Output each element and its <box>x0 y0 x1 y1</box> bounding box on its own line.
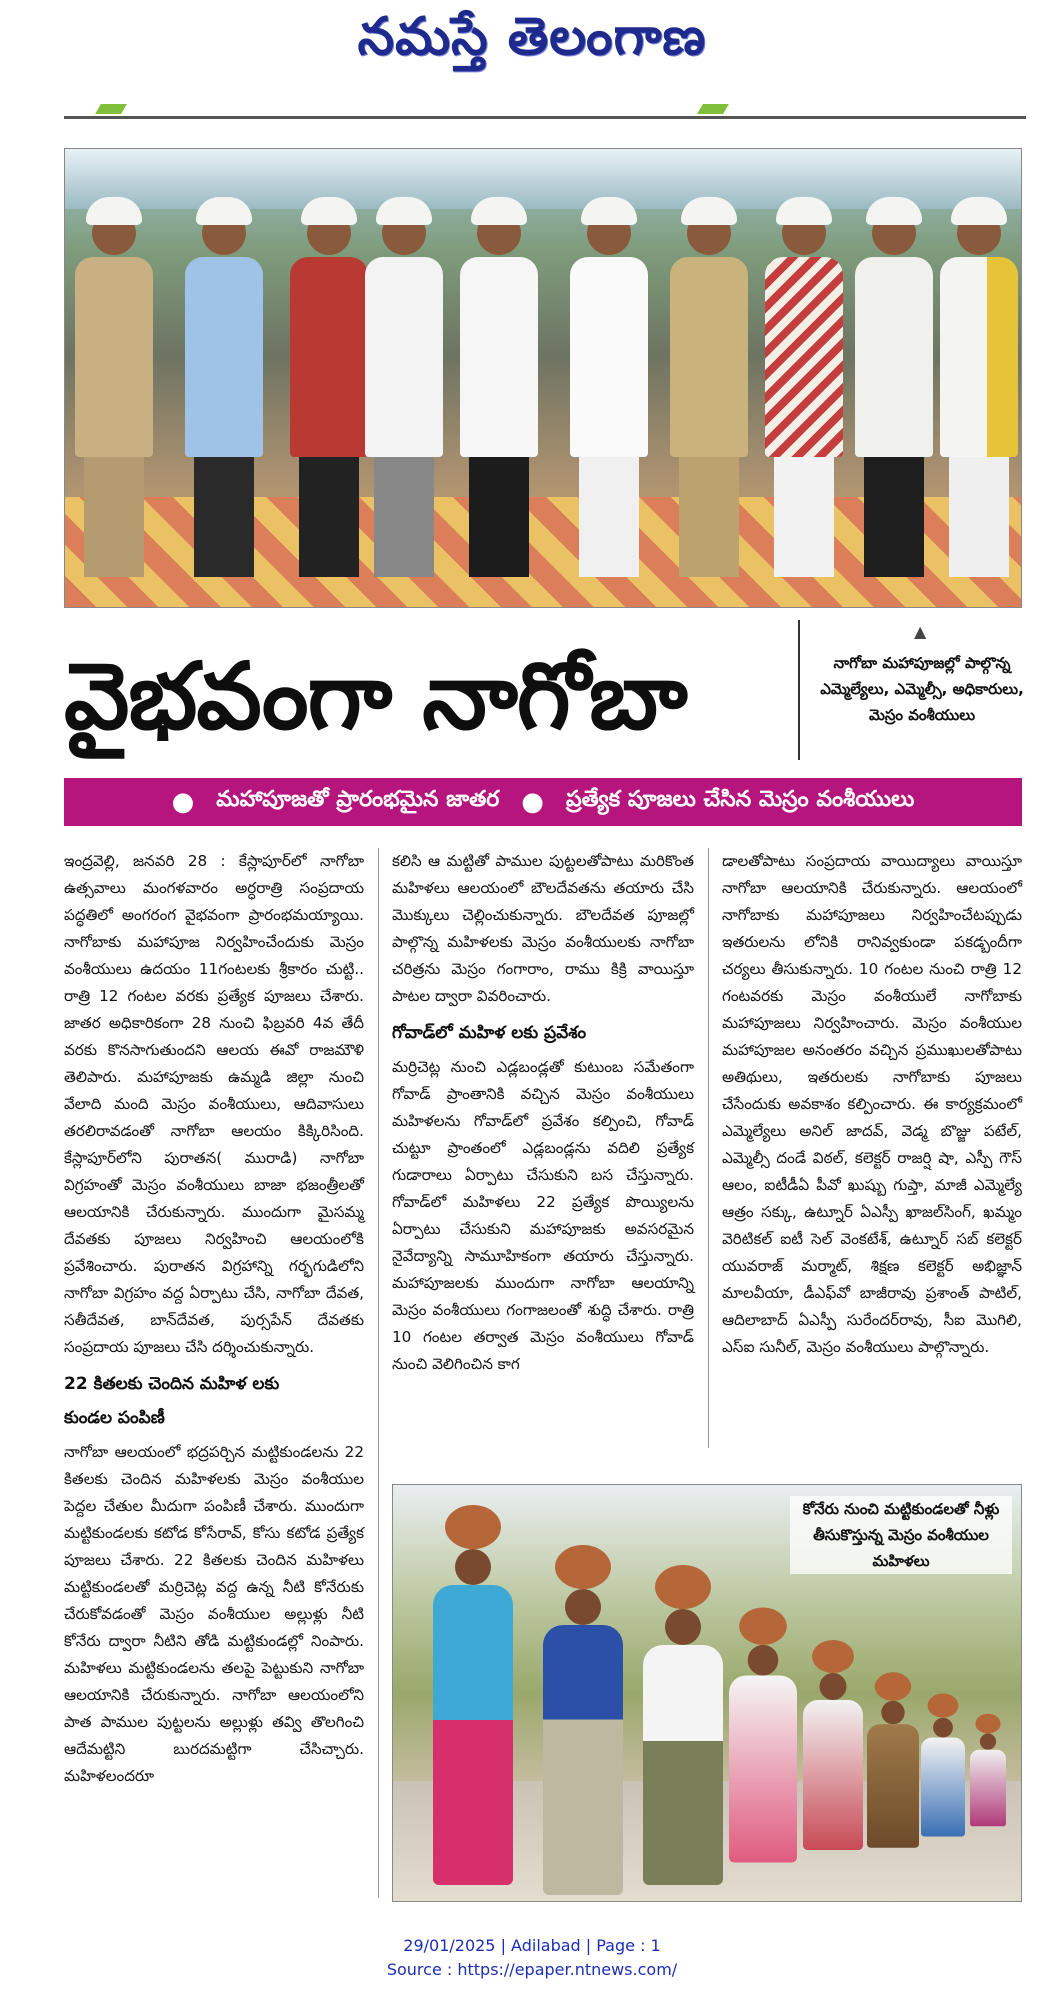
article-paragraph: నాగోబా ఆలయంలో భద్రపర్చిన మట్టికుండలను 22 కితలకు చెందిన మహిళలకు మెస్రం వంశీయుల పెద్దల చేతుల మీదుగా పంపిణీ చేశారు. ముందుగా మట్టికుండలకు కటోడ కోసేరావ్, కోసు కటోడ ప్రత్యేక పూజలు చేశారు. 22 కితలకు చెందిన మహిళలు మట్టికుండలతో మర్రిచెట్ల వద్ద ఉన్న నీటి కోనేరుకు చేరుకోవడంతో మెస్రం వంశీయుల అల్లుళ్లు నీటి కోనేరు ద్వారా నీటిని తోడి మట్టికుండల్లో నింపారు. మహిళలు మట్టికుండలను తలపై పెట్టుకుని నాగోబా ఆలయానికి చేరుకున్నారు. నాగోబా ఆలయంలోని పాత పాముల పుట్టలను అల్లుళ్లు తవ్వి తొలగించి ఆదేమట్టిని బురదమట్టిగా చేసిచ్చారు. మహిళలందరూ <box>64 1443 364 1785</box>
woman-figure <box>433 1505 513 1885</box>
person-figure <box>185 211 263 577</box>
newspaper-logo: నమస్తే తెలంగాణ <box>357 6 707 67</box>
bullet-icon: ● <box>171 787 195 817</box>
person-figure <box>570 211 648 577</box>
woman-figure <box>803 1640 863 1850</box>
bottom-photo-caption: కోనేరు నుంచి మట్టికుండలతో నీళ్లు తీసుకొస్తున్న మెస్రం వంశీయుల మహిళలు <box>790 1496 1012 1574</box>
person-figure <box>290 211 368 577</box>
person-figure <box>365 211 443 577</box>
banner-item-2: ప్రత్యేక పూజలు చేసిన మెస్రం వంశీయులు <box>565 787 915 812</box>
masthead-rule <box>64 116 1026 119</box>
article-paragraph: కలిసి ఆ మట్టితో పాముల పుట్టలతోపాటు మరికొంత మహిళలు ఆలయంలో బౌలదేవతను తయారు చేసి మొక్కులు చెల్లించుకున్నారు. బౌలదేవత పూజల్లో పాల్గొన్న మహిళలకు మెస్రం వంశీయులకు నాగోబా చరిత్రను మెస్రం గంగారాం, రాము కిక్రి వాయిస్తూ పాటల ద్వారా వివరించారు. <box>392 852 694 1005</box>
subheading: గోవాడ్‌లో మహిళ లకు ప్రవేశం <box>392 1023 587 1043</box>
person-figure <box>75 211 153 577</box>
footer-date-line: 29/01/2025 | Adilabad | Page : 1 <box>403 1936 661 1955</box>
person-figure <box>670 211 748 577</box>
person-figure <box>855 211 933 577</box>
article-column-2 <box>392 848 694 1378</box>
subheading: 22 కితలకు చెందిన మహిళ లకు కుండల పంపిణీ <box>64 1374 280 1428</box>
highlights-banner <box>64 778 1022 826</box>
person-figure <box>765 211 843 577</box>
article-paragraph: మర్రిచెట్ల నుంచి ఎడ్లబండ్లతో కుటుంబ సమేతంగా గోవాడ్ ప్రాంతానికి వచ్చిన మెస్రం వంశీయులు మహిళలను గోవాడ్‌లో ప్రవేశం కల్పించి, గోవాడ్ చుట్టూ ప్రాంతంలో ఎడ్లబండ్లను వదిలి ప్రత్యేక గుడారాలు ఏర్పాటు చేసుకుని బస చేస్తున్నారు. గోవాడ్‌లో మహిళలు 22 ప్రత్యేక పొయ్యిలను ఏర్పాటు చేసుకుని మహాపూజకు అవసరమైన నైవేద్యాన్ని సామూహికంగా తయారు చేస్తున్నారు. మహాపూజలకు ముందుగా నాగోబా ఆలయాన్ని మెస్రం వంశీయులు గంగాజలంతో శుద్ధి చేశారు. రాత్రి 10 గంటల తర్వాత మెస్రం వంశీయులు గోవాడ్ నుంచి వెలిగించిన కాగ <box>392 1058 694 1373</box>
footer-source-link[interactable]: Source : https://epaper.ntnews.com/ <box>386 1960 678 1979</box>
top-photo <box>64 148 1022 608</box>
column-divider <box>378 848 379 1898</box>
woman-figure <box>643 1565 723 1885</box>
person-figure <box>460 211 538 577</box>
article-column-3 <box>722 848 1022 1361</box>
article-paragraph: ఇంద్రవెల్లి, జనవరి 28 : కేస్లాపూర్‌లో నాగోబా ఉత్సవాలు మంగళవారం అర్ధరాత్రి సంప్రదాయ పద్ధతిలో అంగరంగ వైభవంగా ప్రారంభమయ్యాయి. నాగోబాకు మహాపూజ నిర్వహించేందుకు మెస్రం వంశీయులు ఉదయం 11గంటలకు శ్రీకారం చుట్టి.. రాత్రి 12 గంటల వరకు ప్రత్యేక పూజలు చేశారు. జాతర అధికారికంగా 28 నుంచి ఫిబ్రవరి 4వ తేదీ వరకు కొనసాగుతుందని ఆలయ ఈవో రాజమౌళి తెలిపారు. మహాపూజకు ఉమ్మడి జిల్లా నుంచి వేలాది మంది మెస్రం వంశీయులు, ఆదివాసులు తరలిరావడంతో నాగోబా ఆలయం కిక్కిరిసింది. కేస్లాపూర్‌లోని పురాతన( మురాడి) నాగోబా విగ్రహంతో మెస్రం వంశీయులు బాజా భజంత్రీలతో ఆలయానికి చేరుకున్నారు. ముందుగా మైసమ్మ దేవతకు పూజలు నిర్వహించి ఆలయంలోకి ప్రవేశించారు. పురాతన విగ్రహాన్ని గర్భగుడిలోని నాగోబా విగ్రహం వద్ద ఏర్పాటు చేసి, నాగోబా దేవత, సతీదేవత, బాన్‌దేవత, పుర్సపేన్ దేవతకు సంప్రదాయ పూజలు చేసి దర్శించుకున్నారు. <box>64 852 364 1356</box>
masthead <box>0 0 1064 118</box>
top-photo-caption: నాగోబా మహాపూజల్లో పాల్గొన్న ఎమ్మెల్యేలు, ఎమ్మెల్సీ, అధికారులు, మెస్రం వంశీయులు <box>820 654 1024 724</box>
woman-figure <box>970 1714 1006 1827</box>
bullet-icon: ● <box>521 787 544 817</box>
article-paragraph: డాలతోపాటు సంప్రదాయ వాయిద్యాలు వాయిస్తూ నాగోబా ఆలయానికి చేరుకున్నారు. ఆలయంలో నాగోబాకు మహాపూజలు నిర్వహించేటప్పుడు ఇతరులను లోనికి రానివ్వకుండా పకడ్బందీగా చర్యలు తీసుకున్నారు. 10 గంటల నుంచి రాత్రి 12 గంటవరకు మెస్రం వంశీయులే నాగోబాకు మహాపూజలు నిర్వహించారు. మెస్రం వంశీయుల మహాపూజల అనంతరం వచ్చిన ప్రముఖులతోపాటు అతిథులు, ఇతరులకు నాగోబాకు పూజలు చేసేందుకు అవకాశం కల్పించారు. ఈ కార్యక్రమంలో ఎమ్మెల్యేలు అనిల్ జాదవ్, వెడ్మ బొజ్జు పటేల్, ఎమ్మెల్సీ దండే విఠల్, కలెక్టర్ రాజర్షి షా, ఎస్పీ గౌస్ ఆలం, ఐటీడీఏ పీవో ఖుష్బు గుప్తా, మాజీ ఎమ్మెల్యే ఆత్రం సక్కు, ఉట్నూర్ ఏఎస్పీ ఖాజల్‌సింగ్, ఖమ్మం వెరిటికల్ ఐటీ సెల్ వెంకటేశ్, ఉట్నూర్ సబ్ కలెక్టర్ యువరాజ్ మర్మాట్, శిక్షణ కలెక్టర్ అభిజ్ఞాన్ మాలవీయా, డీఎఫ్‌వో బాజీరావు ప్రశాంత్ పాటిల్, ఆదిలాబాద్ ఏఎస్పీ సురేందర్‌రావు, సీఐ మొగిలి, ఎస్ఐ సునీల్, మెస్రం వంశీయులు పాల్గొన్నారు. <box>722 852 1022 1356</box>
headline: వైభవంగా నాగోబా <box>64 643 687 750</box>
arrow-up-icon: ▲ <box>914 622 927 641</box>
woman-figure <box>729 1608 797 1863</box>
woman-figure <box>921 1694 965 1837</box>
headline-divider <box>798 620 800 760</box>
woman-figure <box>543 1545 623 1895</box>
woman-figure <box>867 1672 919 1848</box>
column-divider <box>708 848 709 1448</box>
article-column-1 <box>64 848 364 1790</box>
banner-item-1: మహాపూజతో ప్రారంభమైన జాతర <box>216 787 500 812</box>
person-figure <box>940 211 1018 577</box>
